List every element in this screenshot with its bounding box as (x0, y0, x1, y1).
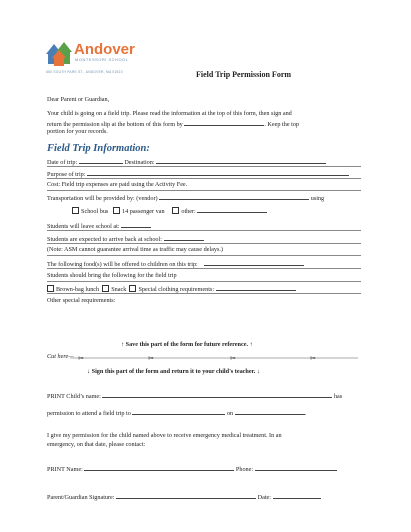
cut-line (70, 353, 360, 363)
cut-label: Cut here— (47, 353, 74, 360)
trip-destination-field[interactable] (132, 408, 225, 415)
return-note: ↓ Sign this part of the form and return it to your child's teacher. ↓ (87, 368, 260, 375)
cost-row: Cost: Field trip expenses are paid using the Activity Fee. (47, 181, 188, 188)
van-checkbox[interactable] (113, 207, 120, 214)
save-note: ↑ Save this part of the form for future reference. ↑ (121, 341, 253, 348)
transport-options-row: School bus 14 passenger van other: (72, 206, 267, 216)
date-destination-row: Date of trip: Destination: (47, 157, 326, 167)
child-name-field[interactable] (102, 391, 332, 398)
contact-name-field[interactable] (84, 464, 234, 471)
school-bus-checkbox[interactable] (72, 207, 79, 214)
logo-houses-icon (44, 38, 74, 68)
other-transport-checkbox[interactable] (172, 207, 179, 214)
medical-line-1: I give my permission for the child named above to receive emergency medical treatment. In an (47, 432, 282, 439)
destination-field[interactable] (156, 157, 326, 164)
signature-date-field[interactable] (273, 492, 321, 499)
divider (47, 190, 361, 191)
purpose-row: Purpose of trip: (47, 169, 349, 179)
vendor-field[interactable] (159, 193, 309, 200)
trip-date-field[interactable] (235, 408, 305, 415)
clothing-field[interactable] (216, 284, 296, 291)
permission-row: permission to attend a field trip to on . (47, 410, 307, 417)
logo-subtitle: MONTESSORI SCHOOL (75, 57, 129, 62)
school-logo (44, 38, 164, 78)
divider (47, 293, 361, 294)
clothing-checkbox[interactable] (129, 285, 136, 292)
note-row: (Note: ASM cannot guarantee arrival time as traffic may cause delays.) (47, 246, 223, 253)
contact-row: PRINT Name: Phone: (47, 464, 337, 474)
date-of-trip-field[interactable] (79, 157, 123, 164)
logo-name: Andover (74, 41, 135, 58)
brown-bag-checkbox[interactable] (47, 285, 54, 292)
divider (47, 268, 361, 269)
down-arrow-icon: ↓ (256, 368, 260, 375)
divider (47, 178, 361, 179)
up-arrow-icon: ↑ (249, 341, 253, 348)
scissors-icon: ✂ (78, 354, 84, 363)
intro-line-3: portion for your records. (47, 128, 108, 135)
section-heading: Field Trip Information: (47, 143, 150, 154)
arrive-time-field[interactable] (164, 234, 204, 241)
greeting: Dear Parent or Guardian, (47, 96, 110, 103)
return-by-date-field[interactable] (184, 119, 264, 126)
up-arrow-icon: ↑ (121, 341, 125, 348)
divider (47, 255, 361, 256)
bring-options-row: Brown-bag lunch Snack Special clothing requirements: (47, 284, 296, 294)
form-title: Field Trip Permission Form (196, 70, 292, 79)
intro-line-1: Your child is going on a field trip. Please read the information at the top of this form, then sign and (47, 110, 292, 117)
leave-time-field[interactable] (121, 221, 151, 228)
divider (47, 166, 361, 167)
down-arrow-icon: ↓ (87, 368, 91, 375)
other-requirements-row: Other special requirements: (47, 297, 116, 304)
scissors-icon: ✂ (310, 354, 316, 363)
divider (47, 243, 361, 244)
arrive-row: Students are expected to arrive back at school: (47, 234, 204, 244)
intro-line-2: return the permission slip at the bottom of this form by . Keep the top (47, 121, 300, 128)
divider (47, 281, 361, 282)
bring-row: Students should bring the following for the field trip (47, 272, 177, 279)
leave-row: Students will leave school at: (47, 221, 151, 231)
phone-field[interactable] (255, 464, 337, 471)
transport-row: Transportation will be provided by: (vendor) using (47, 195, 325, 202)
signature-field[interactable] (116, 492, 256, 499)
food-field[interactable] (204, 259, 304, 266)
snack-checkbox[interactable] (102, 285, 109, 292)
other-transport-field[interactable] (197, 206, 267, 213)
logo-address: 860 SOUTH PARK ST., ANDOVER, MA 01810 (46, 70, 123, 74)
signature-row: Parent/Guardian Signature: Date: (47, 492, 321, 502)
divider (47, 230, 361, 231)
food-row: The following food(s) will be offered to children on this trip: (47, 259, 304, 269)
medical-line-2: emergency, on that date, please contact: (47, 441, 146, 448)
purpose-field[interactable] (87, 169, 349, 176)
scissors-icon: ✂ (148, 354, 154, 363)
child-name-row: PRINT Child’s name: has (47, 393, 343, 400)
scissors-icon: ✂ (230, 354, 236, 363)
